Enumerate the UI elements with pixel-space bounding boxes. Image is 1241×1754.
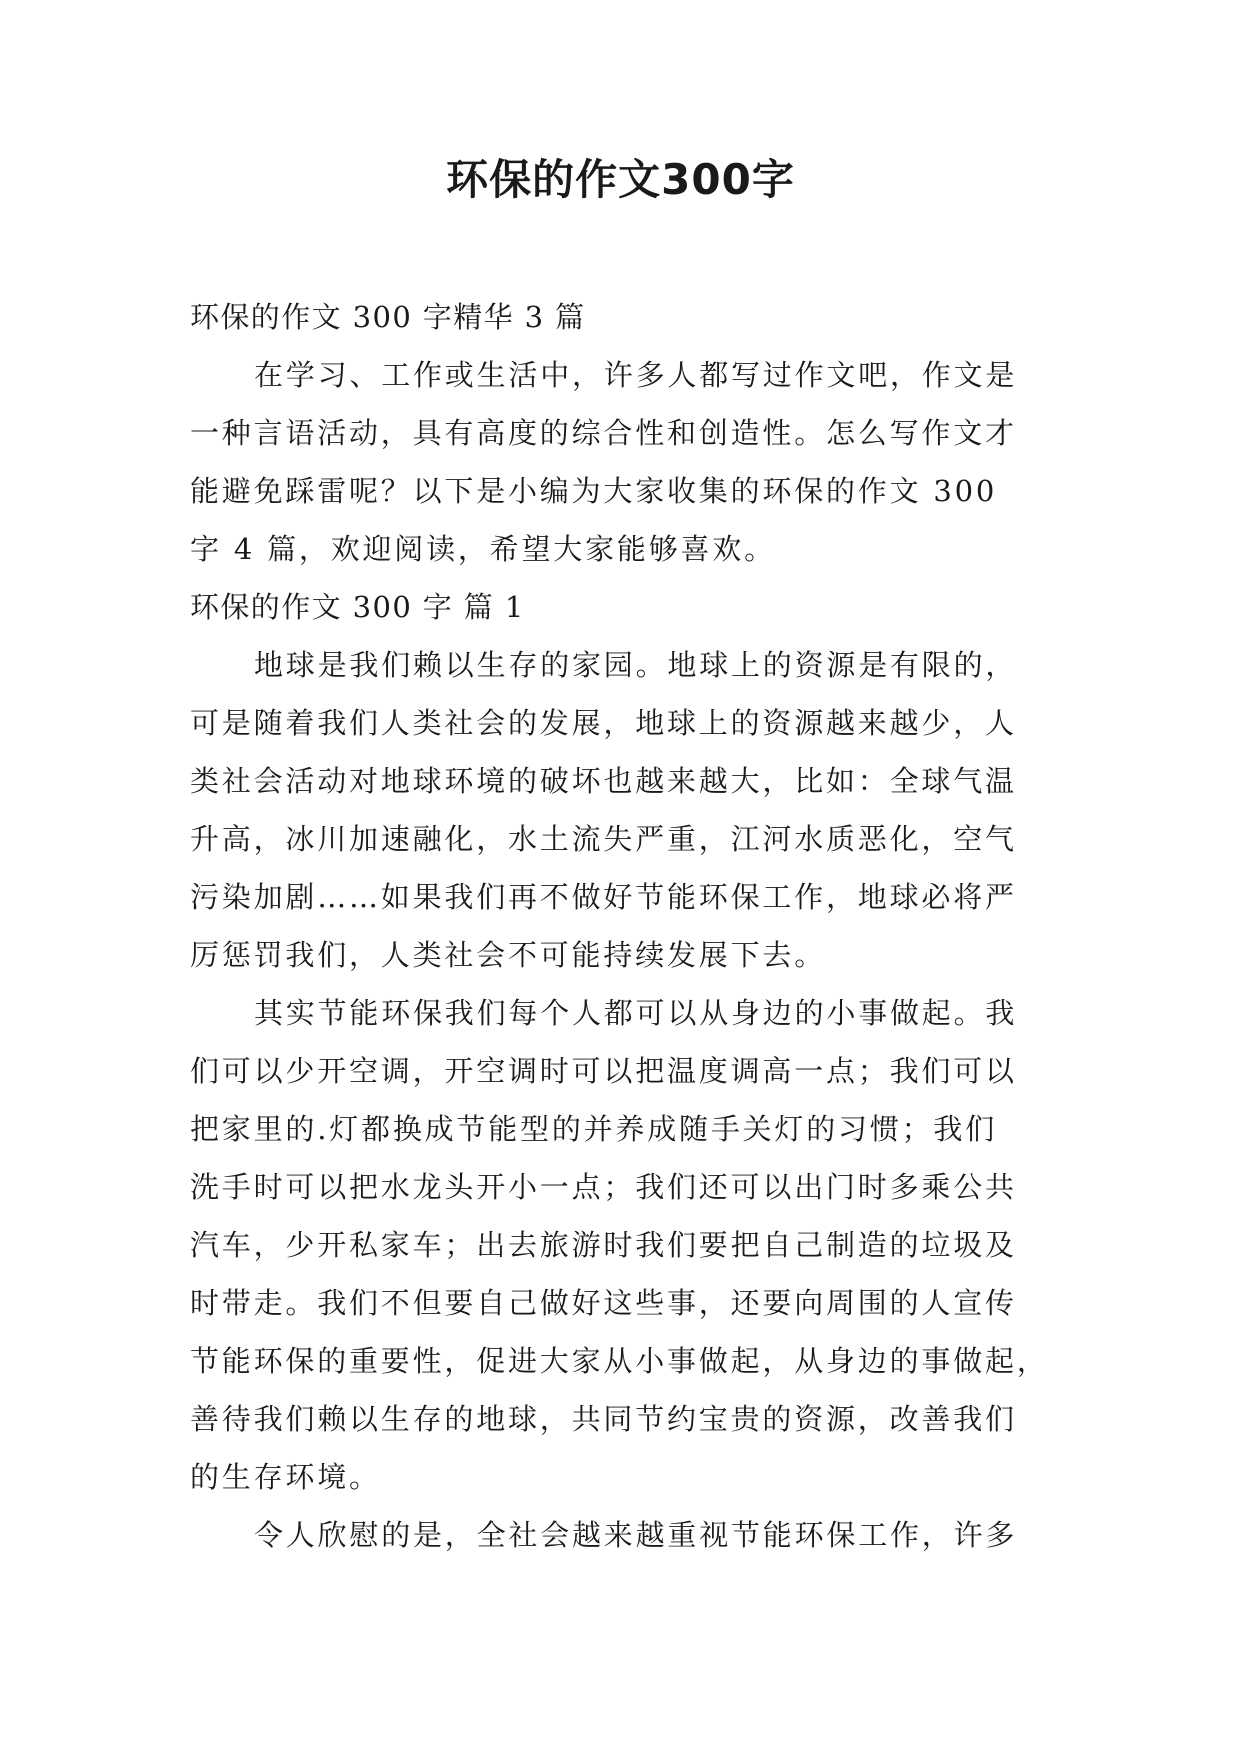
paragraph-line: 的生存环境。 bbox=[190, 1460, 381, 1494]
document-title: 环保的作文300字 bbox=[446, 155, 795, 204]
paragraph-line: 能避免踩雷呢？以下是小编为大家收集的环保的作文 300 bbox=[190, 474, 998, 508]
paragraph-line: 把家里的.灯都换成节能型的并养成随手关灯的习惯；我们 bbox=[190, 1112, 998, 1146]
document-body bbox=[190, 288, 1055, 1564]
paragraph-line: 汽车，少开私家车；出去旅游时我们要把自己制造的垃圾及 bbox=[190, 1228, 1017, 1262]
paragraph-line: 其实节能环保我们每个人都可以从身边的小事做起。我 bbox=[254, 996, 1018, 1030]
paragraph-line: 类社会活动对地球环境的破坏也越来越大，比如：全球气温 bbox=[190, 764, 1017, 798]
paragraph-line: 洗手时可以把水龙头开小一点；我们还可以出门时多乘公共 bbox=[190, 1170, 1017, 1204]
paragraph-line: 污染加剧……如果我们再不做好节能环保工作，地球必将严 bbox=[190, 880, 1017, 914]
paragraph-line: 们可以少开空调，开空调时可以把温度调高一点；我们可以 bbox=[190, 1054, 1017, 1088]
paragraph-line: 时带走。我们不但要自己做好这些事，还要向周围的人宣传 bbox=[190, 1286, 1017, 1320]
section-heading: 环保的作文 300 字 篇 1 bbox=[190, 590, 525, 624]
paragraph-line: 可是随着我们人类社会的发展，地球上的资源越来越少，人 bbox=[190, 706, 1017, 740]
paragraph-line: 升高，冰川加速融化，水土流失严重，江河水质恶化，空气 bbox=[190, 822, 1017, 856]
paragraph-line: 善待我们赖以生存的地球，共同节约宝贵的资源，改善我们 bbox=[190, 1402, 1017, 1436]
paragraph-line: 地球是我们赖以生存的家园。地球上的资源是有限的， bbox=[254, 648, 1018, 682]
section-heading: 环保的作文 300 字精华 3 篇 bbox=[190, 300, 586, 334]
paragraph-line: 一种言语活动，具有高度的综合性和创造性。怎么写作文才 bbox=[190, 416, 1017, 450]
paragraph-line: 令人欣慰的是，全社会越来越重视节能环保工作，许多 bbox=[254, 1518, 1018, 1552]
paragraph-line: 在学习、工作或生活中，许多人都写过作文吧，作文是 bbox=[254, 358, 1018, 392]
paragraph-line: 节能环保的重要性，促进大家从小事做起，从身边的事做起， bbox=[190, 1344, 1049, 1378]
paragraph-line: 厉惩罚我们，人类社会不可能持续发展下去。 bbox=[190, 938, 827, 972]
paragraph-line: 字 4 篇，欢迎阅读，希望大家能够喜欢。 bbox=[190, 532, 776, 566]
